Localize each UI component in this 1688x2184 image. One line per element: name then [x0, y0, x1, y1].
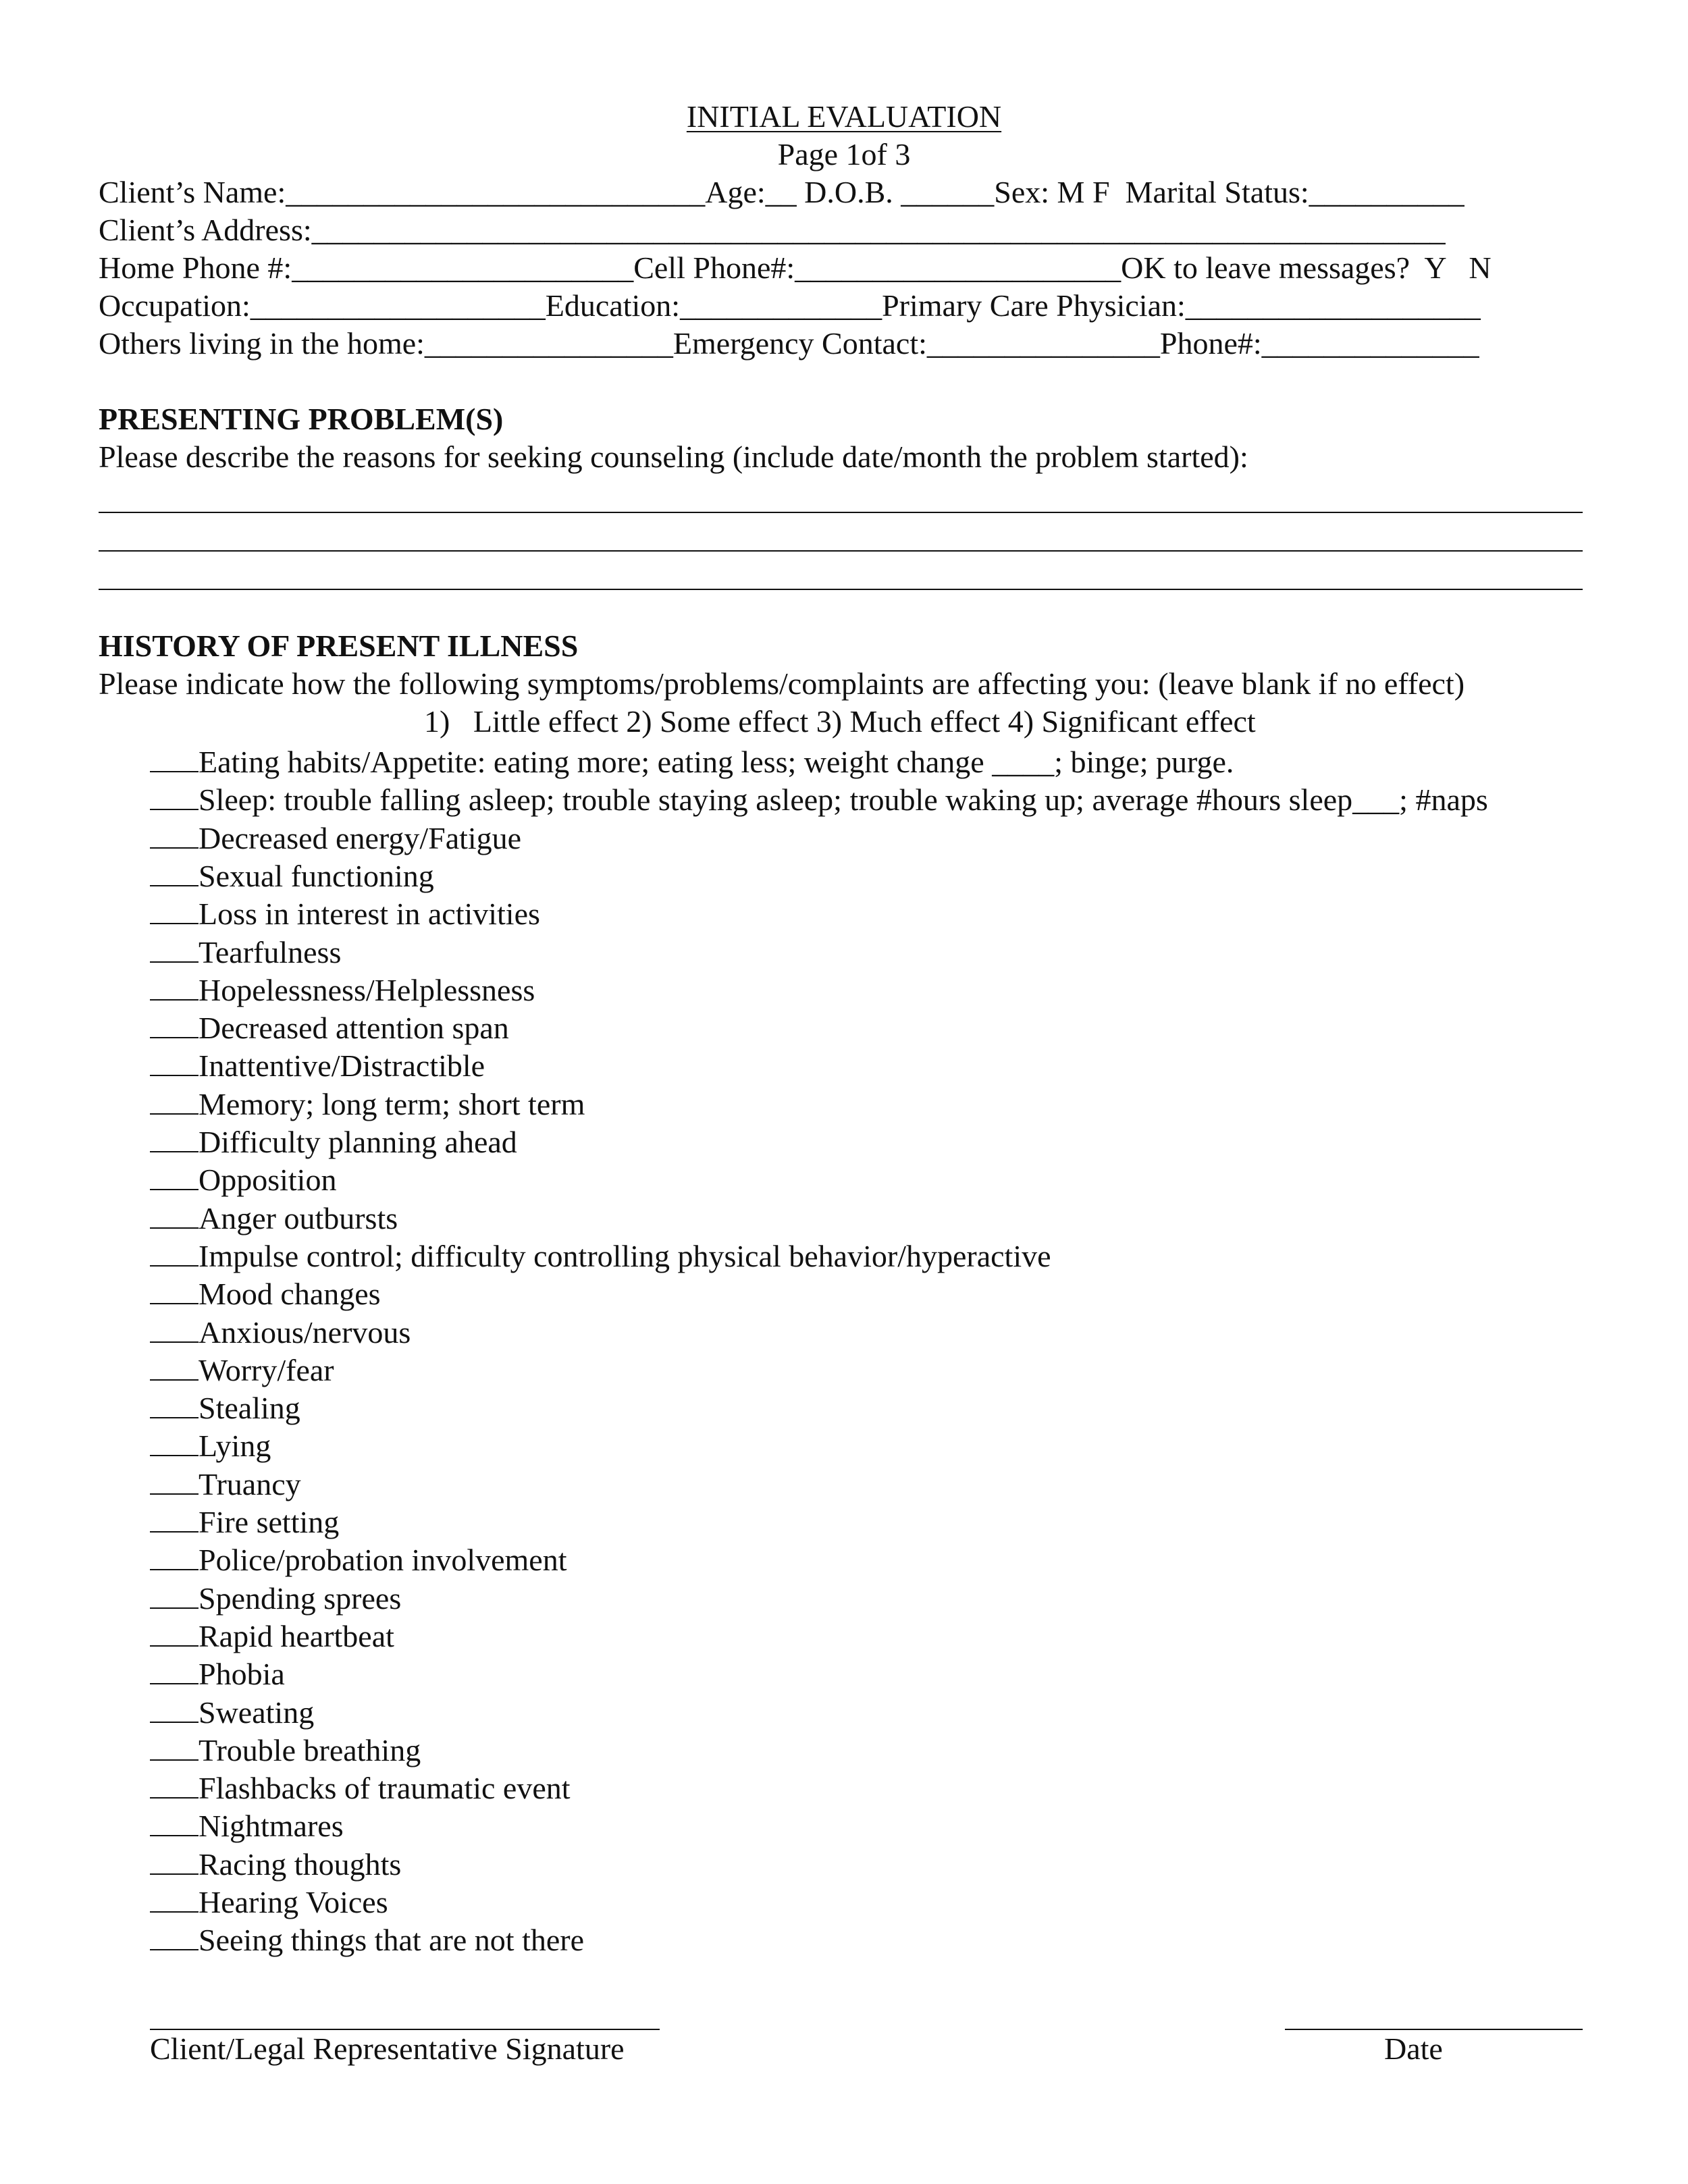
symptom-item	[150, 934, 341, 968]
symptom-label: Opposition	[199, 1163, 337, 1198]
effect-scale: 1) Little effect 2) Some effect 3) Much effect 4) Significant effect	[424, 704, 1256, 739]
rating-blank[interactable]	[150, 1466, 199, 1495]
symptom-label: Spending sprees	[199, 1580, 402, 1616]
symptom-label: Tearfulness	[199, 934, 342, 969]
rating-blank[interactable]	[150, 1846, 199, 1875]
symptom-item	[150, 782, 1488, 816]
symptom-item	[150, 1808, 344, 1842]
symptom-label: Seeing things that are not there	[199, 1923, 585, 1958]
symptom-item	[150, 1352, 334, 1386]
symptom-label: Lying	[199, 1429, 271, 1464]
symptom-item	[150, 1390, 300, 1424]
symptom-item	[150, 1276, 381, 1310]
symptom-item	[150, 1618, 394, 1652]
symptom-label: Sexual functioning	[199, 858, 434, 893]
symptom-item	[150, 1542, 567, 1576]
rating-blank[interactable]	[150, 934, 199, 963]
symptom-label: Truancy	[199, 1466, 301, 1501]
symptom-label: Decreased energy/Fatigue	[199, 820, 522, 855]
client-info-row-phone[interactable]: Home Phone #:______________________Cell Phone#:_____________________OK to leave messages? Y N	[99, 250, 1492, 285]
answer-line-3[interactable]	[99, 589, 1583, 590]
symptom-item	[150, 1010, 509, 1044]
rating-blank[interactable]	[150, 1048, 199, 1076]
symptom-item	[150, 1922, 584, 1956]
symptom-item	[150, 1428, 271, 1462]
symptom-label: Sleep: trouble falling asleep; trouble staying asleep; trouble waking up; average #hours sleep___; #naps	[199, 782, 1488, 818]
symptom-item	[150, 1124, 517, 1158]
symptom-label: Trouble breathing	[199, 1732, 421, 1767]
symptom-label: Hearing Voices	[199, 1885, 388, 1919]
symptom-label: Police/probation involvement	[199, 1543, 567, 1578]
rating-blank[interactable]	[150, 1656, 199, 1684]
rating-blank[interactable]	[150, 1695, 199, 1723]
symptom-item	[150, 744, 1234, 778]
symptom-label: Anger outbursts	[199, 1200, 398, 1235]
rating-blank[interactable]	[150, 1580, 199, 1609]
client-info-row-others[interactable]: Others living in the home:________________Emergency Contact:_______________Phone#:______________	[99, 326, 1479, 361]
symptom-item	[150, 1200, 398, 1234]
symptom-item	[150, 820, 521, 854]
rating-blank[interactable]	[150, 1314, 199, 1343]
symptom-label: Worry/fear	[199, 1352, 334, 1387]
signature-label: Client/Legal Representative Signature	[150, 2031, 625, 2066]
symptom-item	[150, 1466, 301, 1500]
rating-blank[interactable]	[150, 896, 199, 924]
symptom-item	[150, 1580, 401, 1614]
symptom-item	[150, 1238, 1051, 1272]
history-heading: HISTORY OF PRESENT ILLNESS	[99, 629, 579, 663]
symptom-item	[150, 972, 535, 1006]
rating-blank[interactable]	[150, 1922, 199, 1950]
symptom-label: Phobia	[199, 1657, 285, 1692]
rating-blank[interactable]	[150, 744, 199, 772]
presenting-problem-heading: PRESENTING PROBLEM(S)	[99, 402, 504, 436]
presenting-problem-prompt: Please describe the reasons for seeking counseling (include date/month the problem started):	[99, 440, 1248, 474]
rating-blank[interactable]	[150, 1504, 199, 1533]
symptom-label: Hopelessness/Helplessness	[199, 972, 535, 1007]
rating-blank[interactable]	[150, 820, 199, 849]
rating-blank[interactable]	[150, 1086, 199, 1115]
symptom-item	[150, 1770, 571, 1804]
rating-blank[interactable]	[150, 1200, 199, 1229]
symptom-item	[150, 896, 540, 930]
symptom-label: Inattentive/Distractible	[199, 1048, 485, 1084]
symptom-item	[150, 1504, 339, 1538]
rating-blank[interactable]	[150, 782, 199, 810]
client-info-row-address[interactable]: Client’s Address:_________________________________________________________________________	[99, 213, 1446, 247]
symptom-item	[150, 1086, 585, 1120]
symptom-item	[150, 1048, 485, 1082]
date-line[interactable]	[1285, 2029, 1583, 2030]
symptom-item	[150, 1162, 336, 1196]
symptom-label: Memory; long term; short term	[199, 1086, 585, 1121]
rating-blank[interactable]	[150, 858, 199, 886]
rating-blank[interactable]	[150, 1010, 199, 1038]
symptom-item	[150, 1732, 421, 1766]
symptom-label: Racing thoughts	[199, 1846, 402, 1882]
symptom-item	[150, 858, 434, 892]
client-info-row-name[interactable]: Client’s Name:___________________________Age:__ D.O.B. ______Sex: M F Marital Status:__________	[99, 175, 1465, 209]
symptom-label: Anxious/nervous	[199, 1314, 411, 1350]
symptom-label: Difficulty planning ahead	[199, 1125, 517, 1159]
rating-blank[interactable]	[150, 1732, 199, 1761]
rating-blank[interactable]	[150, 1238, 199, 1267]
symptom-item	[150, 1314, 411, 1348]
symptom-label: Impulse control; difficulty controlling physical behavior/hyperactive	[199, 1238, 1051, 1273]
symptom-label: Flashbacks of traumatic event	[199, 1771, 571, 1806]
client-info-row-occupation[interactable]: Occupation:___________________Education:_____________Primary Care Physician:___________________	[99, 288, 1481, 323]
rating-blank[interactable]	[150, 1428, 199, 1456]
rating-blank[interactable]	[150, 972, 199, 1001]
rating-blank[interactable]	[150, 1808, 199, 1836]
rating-blank[interactable]	[150, 1390, 199, 1418]
answer-line-1[interactable]	[99, 512, 1583, 513]
rating-blank[interactable]	[150, 1618, 199, 1647]
symptom-label: Eating habits/Appetite: eating more; eating less; weight change ____; binge; purge.	[199, 745, 1234, 779]
symptom-label: Stealing	[199, 1391, 300, 1426]
symptom-item	[150, 1884, 388, 1918]
symptom-item	[150, 1846, 401, 1880]
symptom-label: Decreased attention span	[199, 1011, 509, 1046]
symptom-item	[150, 1656, 285, 1690]
rating-blank[interactable]	[150, 1884, 199, 1913]
rating-blank[interactable]	[150, 1770, 199, 1799]
answer-line-2[interactable]	[99, 550, 1583, 552]
rating-blank[interactable]	[150, 1542, 199, 1570]
form-title: INITIAL EVALUATION	[686, 99, 1002, 134]
symptom-label: Mood changes	[199, 1277, 381, 1312]
rating-blank[interactable]	[150, 1276, 199, 1304]
symptom-label: Fire setting	[199, 1505, 340, 1539]
date-label: Date	[1384, 2031, 1443, 2066]
symptom-item	[150, 1695, 314, 1728]
history-prompt: Please indicate how the following symptoms/problems/complaints are affecting you: (leave blank if no effect)	[99, 666, 1465, 701]
symptom-label: Loss in interest in activities	[199, 897, 540, 932]
rating-blank[interactable]	[150, 1352, 199, 1381]
signature-line[interactable]	[150, 2029, 660, 2030]
rating-blank[interactable]	[150, 1162, 199, 1190]
symptom-label: Sweating	[199, 1695, 315, 1730]
symptom-label: Nightmares	[199, 1809, 344, 1844]
symptom-label: Rapid heartbeat	[199, 1618, 394, 1653]
page-number: Page 1of 3	[777, 137, 911, 171]
rating-blank[interactable]	[150, 1124, 199, 1152]
